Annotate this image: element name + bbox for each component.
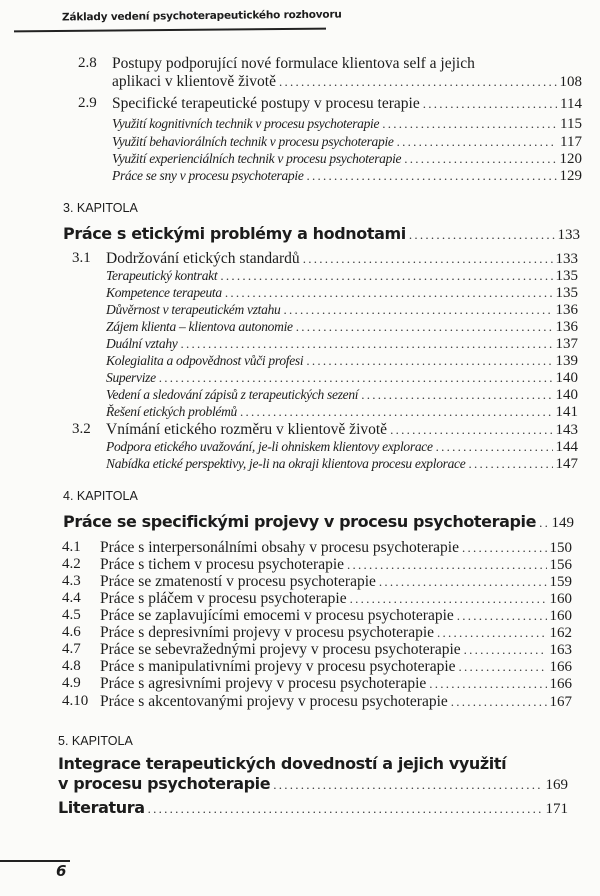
entry-title: Podpora etického uvažování, je-li ohniskem klientovy explorace — [106, 439, 433, 454]
entry-title: Práce s depresivními projevy v procesu psychoterapie — [100, 624, 435, 641]
dot-leader — [296, 319, 553, 335]
dot-leader — [397, 134, 557, 150]
toc-entry — [106, 319, 578, 336]
entry-page: 162 — [549, 625, 572, 641]
toc-entry — [62, 675, 572, 693]
dot-leader — [148, 801, 543, 817]
dot-leader — [382, 116, 557, 132]
dot-leader — [437, 625, 546, 641]
entry-title: Dodržování etických standardů — [106, 250, 300, 267]
dot-leader — [404, 151, 556, 167]
entry-page: 135 — [555, 285, 578, 301]
section-number: 4.6 — [62, 624, 81, 640]
toc-entry — [62, 590, 572, 608]
toc-entry — [62, 658, 572, 676]
section-number: 4.10 — [62, 693, 89, 709]
chapter-title — [63, 224, 580, 244]
toc-entry — [106, 439, 578, 456]
header-rule — [14, 28, 326, 32]
toc-entry — [62, 624, 572, 642]
entry-page: 160 — [549, 591, 572, 607]
page-number: 6 — [56, 862, 67, 880]
toc-entry — [112, 73, 582, 91]
chapter-title-text: Práce se specifickými projevy v procesu psychoterapie — [63, 512, 537, 531]
entry-title: Vnímání etického rozměru v klientově životě — [106, 421, 388, 438]
chapter-page: 149 — [551, 515, 574, 531]
toc-entry — [106, 456, 578, 473]
entry-page: 166 — [549, 659, 572, 675]
entry-title: Využití kognitivních technik v procesu psychoterapie — [112, 116, 380, 131]
entry-title: aplikaci v klientově životě — [112, 73, 276, 90]
entry-title: Práce s interpersonálními obsahy v procesu psychoterapie — [100, 539, 459, 556]
chapter-page: 169 — [545, 777, 568, 793]
entry-title: Práce s tichem v procesu psychoterapie — [100, 556, 345, 573]
entry-page: 137 — [555, 336, 578, 352]
entry-title: Nabídka etické perspektivy, je-li na okraji klientova procesu explorace — [106, 456, 466, 471]
dot-leader — [180, 336, 552, 352]
toc-entry — [62, 556, 572, 574]
toc-entry — [72, 421, 578, 439]
toc-entry — [78, 55, 582, 73]
literature-page: 171 — [545, 801, 568, 817]
chapter-label: 4. KAPITOLA — [63, 489, 138, 503]
section-number: 4.9 — [62, 675, 81, 691]
entry-page: 136 — [555, 302, 578, 318]
section-number: 3.2 — [72, 421, 91, 437]
entry-page: 135 — [555, 268, 578, 284]
toc-entry — [78, 95, 582, 113]
entry-title: Práce se sebevražednými projevy v procesu psychoterapie — [100, 641, 461, 658]
entry-page: 167 — [549, 694, 572, 710]
toc-entry — [106, 404, 578, 421]
dot-leader — [347, 557, 546, 573]
section-number: 4.3 — [62, 573, 81, 589]
entry-page: 129 — [559, 168, 582, 184]
dot-leader — [361, 387, 552, 403]
entry-title: Práce se zmateností v procesu psychoterapie — [100, 573, 376, 590]
entry-page: 144 — [555, 439, 578, 455]
toc-entry — [62, 573, 572, 591]
entry-page: 141 — [555, 404, 578, 420]
entry-page: 139 — [555, 353, 578, 369]
section-number: 4.5 — [62, 607, 81, 623]
entry-page: 140 — [555, 370, 578, 386]
entry-page: 159 — [549, 574, 572, 590]
toc-entry — [106, 268, 578, 285]
section-number: 4.4 — [62, 590, 81, 606]
chapter-title — [63, 512, 574, 532]
entry-title: Práce s agresivními projevy v procesu psychoterapie — [100, 675, 427, 692]
entry-page: 133 — [555, 251, 578, 267]
section-number: 4.8 — [62, 658, 81, 674]
chapter-title-text: Práce s etickými problémy a hodnotami — [63, 224, 406, 243]
chapter-title-text: Integrace terapeutických dovedností a jejich využití — [58, 754, 507, 773]
entry-title: Práce s manipulativními projevy v procesu psychoterapie — [100, 658, 456, 675]
dot-leader — [429, 676, 546, 692]
dot-leader — [220, 268, 552, 284]
entry-title: Využití behaviorálních technik v procesu psychoterapie — [112, 134, 394, 149]
entry-title: Práce se sny v procesu psychoterapie — [112, 168, 304, 183]
entry-page: 136 — [555, 319, 578, 335]
dot-leader — [279, 74, 557, 90]
entry-page: 160 — [549, 608, 572, 624]
toc-entry — [106, 285, 578, 302]
chapter-label: 3. KAPITOLA — [63, 201, 138, 215]
toc-entry — [112, 116, 582, 133]
entry-title: Kolegialita a odpovědnost vůči profesi — [106, 353, 304, 368]
dot-leader — [350, 591, 547, 607]
entry-title: Zájem klienta – klientova autonomie — [106, 319, 293, 334]
dot-leader — [459, 659, 547, 675]
dot-leader — [379, 574, 547, 590]
toc-entry — [62, 607, 572, 625]
dot-leader — [409, 227, 555, 243]
toc-entry — [62, 693, 572, 711]
dot-leader — [451, 694, 547, 710]
chapter-page: 133 — [557, 227, 580, 243]
entry-page: 115 — [560, 116, 582, 132]
entry-page: 120 — [559, 151, 582, 167]
dot-leader — [423, 96, 557, 112]
entry-title: Důvěrnost v terapeutickém vztahu — [106, 302, 281, 317]
entry-title: Postupy podporující nové formulace klientova self a jejich — [112, 55, 475, 72]
section-number: 4.1 — [62, 539, 81, 555]
dot-leader — [306, 353, 552, 369]
dot-leader — [457, 608, 547, 624]
entry-page: 108 — [559, 74, 582, 90]
entry-page: 143 — [555, 422, 578, 438]
entry-title: Využití experienciálních technik v procesu psychoterapie — [112, 151, 402, 166]
dot-leader — [468, 456, 552, 472]
toc-entry — [62, 641, 572, 659]
chapter-title — [58, 774, 568, 794]
dot-leader — [283, 302, 552, 318]
entry-page: 150 — [549, 540, 572, 556]
entry-title: Kompetence terapeuta — [106, 285, 222, 300]
toc-entry — [112, 151, 582, 168]
dot-leader — [307, 168, 557, 184]
entry-page: 156 — [549, 557, 572, 573]
entry-title: Supervize — [106, 370, 156, 385]
entry-page: 147 — [555, 456, 578, 472]
toc-entry — [106, 353, 578, 370]
entry-title: Práce se zaplavujícími emocemi v procesu psychoterapie — [100, 607, 454, 624]
dot-leader — [303, 251, 553, 267]
section-number: 2.8 — [78, 55, 97, 71]
dot-leader — [462, 540, 547, 556]
entry-title: Terapeutický kontrakt — [106, 268, 218, 283]
dot-leader — [240, 404, 553, 420]
entry-page: 166 — [549, 676, 572, 692]
dot-leader — [273, 777, 542, 793]
literature-entry — [58, 798, 568, 818]
dot-leader — [225, 285, 553, 301]
entry-page: 117 — [560, 134, 582, 150]
toc-entry — [72, 250, 578, 268]
section-number: 3.1 — [72, 250, 91, 266]
entry-title: Specifické terapeutické postupy v procesu terapie — [112, 95, 420, 112]
entry-title: Duální vztahy — [106, 336, 178, 351]
entry-page: 114 — [560, 96, 582, 112]
dot-leader — [436, 439, 553, 455]
toc-entry — [62, 539, 572, 557]
entry-page: 163 — [549, 642, 572, 658]
chapter-label: 5. KAPITOLA — [58, 734, 133, 748]
entry-title: Vedení a sledování zápisů z terapeutických sezení — [106, 387, 359, 402]
entry-title: Práce s akcentovanými projevy v procesu psychoterapie — [100, 693, 448, 710]
toc-entry — [112, 134, 582, 151]
entry-title: Řešení etických problémů — [106, 404, 237, 419]
literature-title: Literatura — [58, 798, 145, 817]
section-number: 4.7 — [62, 641, 81, 657]
toc-entry — [106, 302, 578, 319]
toc-entry — [106, 370, 578, 387]
entry-page: 140 — [555, 387, 578, 403]
section-number: 2.9 — [78, 95, 97, 111]
dot-leader — [390, 422, 552, 438]
section-number: 4.2 — [62, 556, 81, 572]
running-header: Základy vedení psychoterapeutického rozhovoru — [61, 8, 342, 24]
dot-leader — [159, 370, 553, 386]
entry-title: Práce s pláčem v procesu psychoterapie — [100, 590, 347, 607]
toc-entry — [106, 336, 578, 353]
dot-leader — [464, 642, 547, 658]
dot-leader — [539, 515, 548, 531]
toc-entry — [106, 387, 578, 404]
chapter-title-text: v procesu psychoterapie — [58, 774, 271, 793]
toc-entry — [112, 168, 582, 185]
